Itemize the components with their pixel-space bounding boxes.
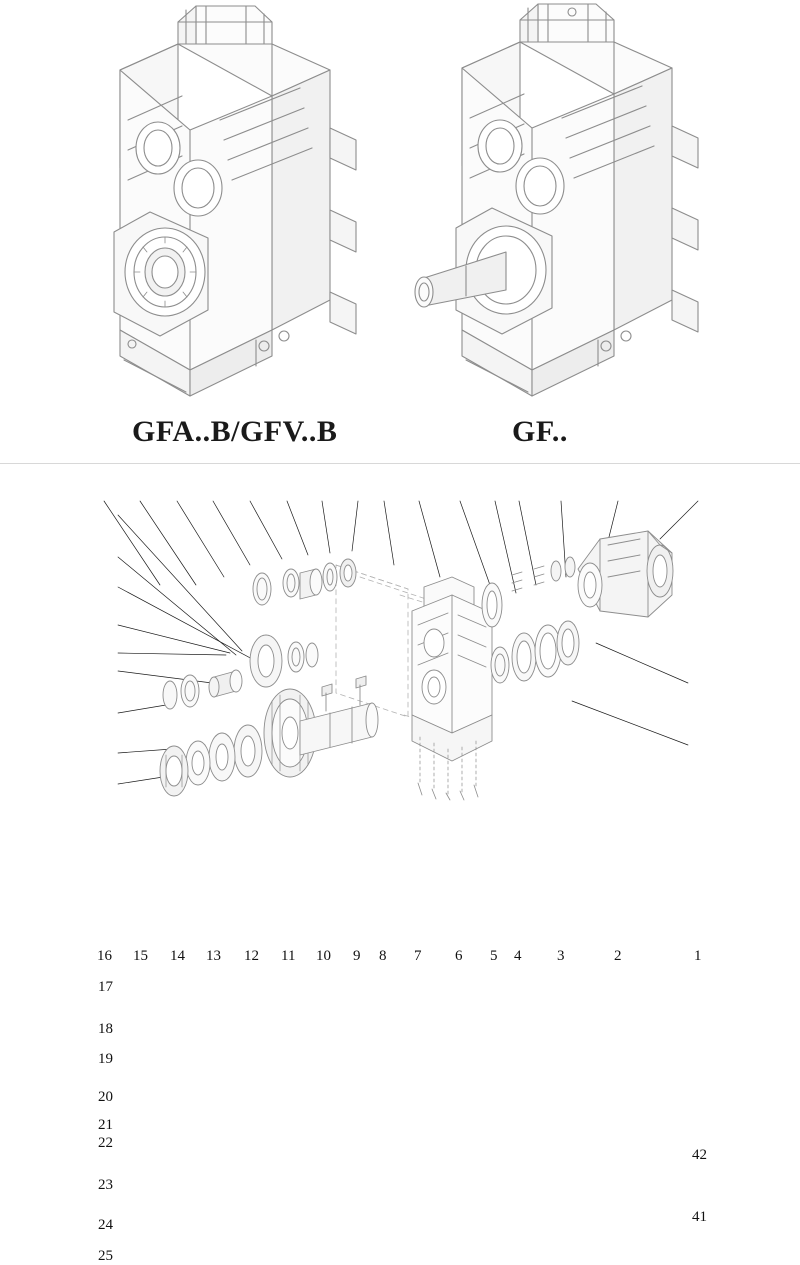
callout-3: 3 [557,948,565,964]
callout-7: 7 [414,948,422,964]
callout-13: 13 [206,948,221,964]
callout-17: 17 [98,979,113,995]
callout-5: 5 [490,948,498,964]
callout-18: 18 [98,1021,113,1037]
callout-22: 22 [98,1135,113,1151]
callout-11: 11 [281,948,296,964]
callout-1: 1 [694,948,702,964]
callout-24: 24 [98,1217,113,1233]
callout-10: 10 [316,948,331,964]
callout-20: 20 [98,1089,113,1105]
callout-14: 14 [170,948,185,964]
isometric-views-artwork [0,0,800,465]
callout-19: 19 [98,1051,113,1067]
callout-41: 41 [692,1209,707,1225]
exploded-diagram-panel [0,465,800,1264]
callout-42: 42 [692,1147,707,1163]
exploded-covers-and-motor [482,531,673,683]
callout-8: 8 [379,948,387,964]
callout-12: 12 [244,948,259,964]
callout-16: 16 [97,948,112,964]
right-gear-unit-drawing [415,4,698,396]
section-divider [0,463,800,464]
caption-right-view: GF.. [512,415,568,448]
caption-left-view: GFA..B/GFV..B [132,415,338,448]
exploded-housing [412,577,492,800]
callout-6: 6 [455,948,463,964]
exploded-assembly-artwork [0,465,800,800]
callout-2: 2 [614,948,622,964]
left-gear-unit-drawing [114,6,356,396]
top-illustration-panel [0,0,800,465]
exploded-small-parts-row1 [253,559,356,605]
callout-25: 25 [98,1248,113,1264]
callout-9: 9 [353,948,361,964]
callout-15: 15 [133,948,148,964]
callout-21: 21 [98,1117,113,1133]
callout-23: 23 [98,1177,113,1193]
callout-4: 4 [514,948,522,964]
